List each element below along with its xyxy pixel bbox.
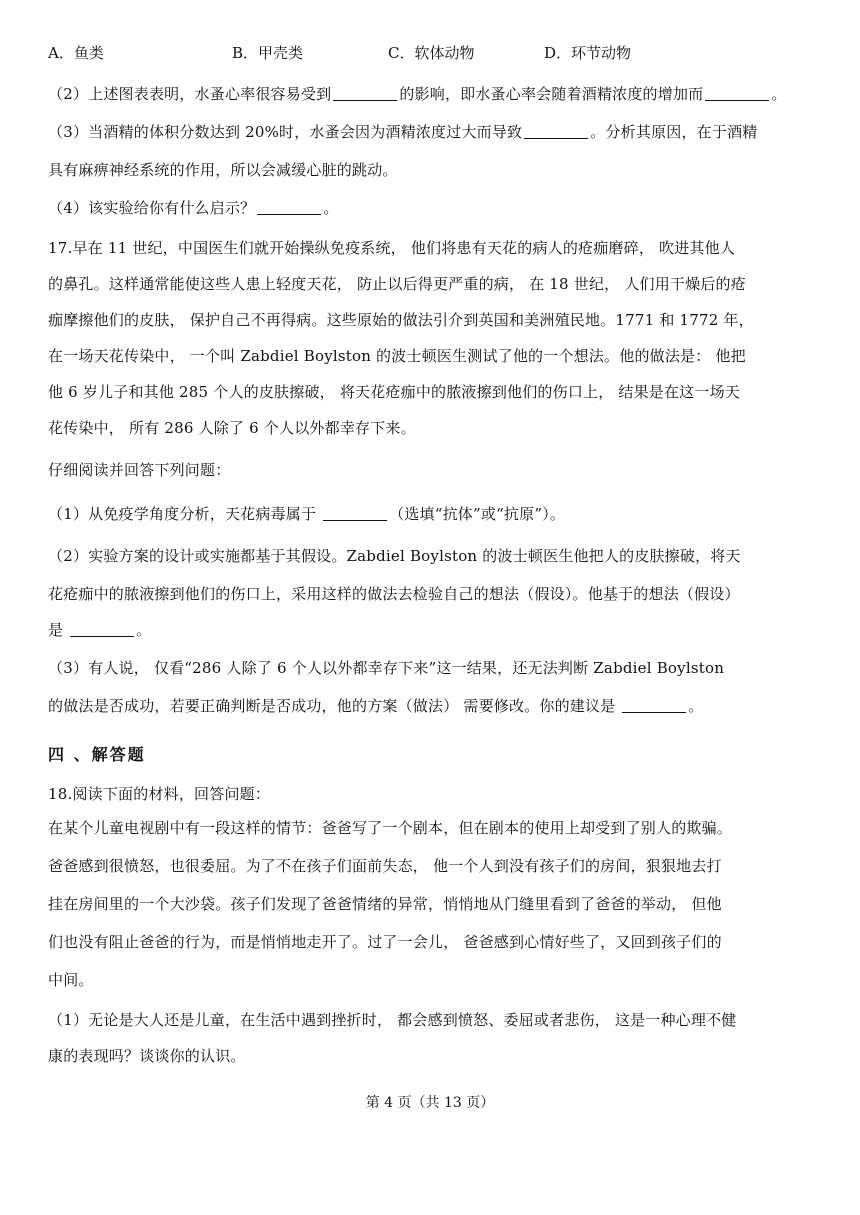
q17-line1: 17.早在 11 世纪，中国医生们就开始操纵免疫系统， 他们将患有天花的病人的疮痂磨碎， 吹进其他人 (48, 239, 736, 257)
q16-part2-text-c: 。 (771, 85, 787, 103)
q17-part2-text-a: 是 (48, 621, 64, 639)
q17-part3-line2 (48, 696, 704, 716)
answer-blank[interactable] (323, 505, 387, 521)
q17-part1 (48, 504, 565, 524)
q17-part2-line3 (48, 620, 151, 640)
answer-blank[interactable] (70, 621, 134, 637)
q17-part1-text-b: （选填“抗体”或“抗原”）。 (389, 505, 566, 523)
q17-part2-line1: （2）实验方案的设计或实施都基于其假设。Zabdiel Boylston 的波士顿医生他把人的皮肤擦破，将天 (48, 547, 741, 565)
q17-prompt: 仔细阅读并回答下列问题： (48, 461, 231, 479)
q18-line3: 爸爸感到很愤怒，也很委屈。为了不在孩子们面前失态， 他一个人到没有孩子们的房间，狠狠地去打 (48, 857, 722, 875)
section-heading: 四 、解答题 (48, 745, 146, 764)
q16-part2-text-b: 的影响，即水蚤心率会随着酒精浓度的增加而 (399, 85, 704, 103)
q16-part4-text-b: 。 (323, 199, 339, 217)
page-footer: 第 4 页（共 13 页） (365, 1095, 495, 1111)
q18-line5: 们也没有阻止爸爸的行为，而是悄悄地走开了。过了一会儿， 爸爸感到心情好些了，又回到孩子们的 (48, 933, 722, 951)
q17-line3: 痂摩擦他们的皮肤， 保护自己不再得病。这些原始的做法引介到英国和美洲殖民地。1771 和 1772 年， (48, 311, 754, 329)
q18-line2: 在某个儿童电视剧中有一段这样的情节：爸爸写了一个剧本，但在剧本的使用上却受到了别人的欺骗。 (48, 819, 733, 837)
q16-part2 (48, 84, 787, 104)
q18-line1: 18.阅读下面的材料，回答问题： (48, 785, 271, 803)
q16-part4 (48, 198, 339, 218)
q16-part2-text-a: （2）上述图表表明，水蚤心率很容易受到 (48, 85, 332, 103)
q16-part3-line2: 具有麻痹神经系统的作用，所以会减缓心脏的跳动。 (48, 161, 398, 179)
q17-line2: 的鼻孔。这样通常能使这些人患上轻度天花， 防止以后得更严重的病， 在 18 世纪， 人们用干燥后的疮 (48, 275, 746, 293)
q16-part3-line1 (48, 122, 757, 142)
q18-part1-line1: （1）无论是大人还是儿童，在生活中遇到挫折时， 都会感到愤怒、委屈或者悲伤， 这是一种心理不健 (48, 1011, 737, 1029)
answer-blank[interactable] (705, 85, 769, 101)
q16-part4-text-a: （4）该实验给你有什么启示？ (48, 199, 256, 217)
q18-line6: 中间。 (48, 971, 94, 989)
q17-part1-text-a: （1）从免疫学角度分析，天花病毒属于 (48, 505, 317, 523)
answer-options (48, 42, 808, 64)
q17-line5: 他 6 岁儿子和其他 285 个人的皮肤擦破， 将天花疮痂中的脓液擦到他们的伤口上， 结果是在这一场天 (48, 383, 740, 401)
q17-part3-line1: （3）有人说， 仅看“286 人除了 6 个人以外都幸存下来”这一结果，还无法判断 Zabdiel Boylston (48, 659, 725, 677)
option-b: B．甲壳类 (232, 44, 304, 62)
q18-part1-line2: 康的表现吗？谈谈你的认识。 (48, 1047, 246, 1065)
q16-part3-text-a: （3）当酒精的体积分数达到 20%时，水蚤会因为酒精浓度过大而导致 (48, 123, 523, 141)
answer-blank[interactable] (622, 697, 686, 713)
option-a: A．鱼类 (48, 44, 104, 62)
answer-blank[interactable] (333, 85, 397, 101)
q16-part3-text-b: 。分析其原因，在于酒精 (590, 123, 758, 141)
q17-part3-text-b: 。 (688, 697, 704, 715)
q17-part3-text-a: 的做法是否成功，若要正确判断是否成功，他的方案（做法） 需要修改。你的建议是 (48, 697, 616, 715)
answer-blank[interactable] (524, 123, 588, 139)
q18-line4: 挂在房间里的一个大沙袋。孩子们发现了爸爸情绪的异常，悄悄地从门缝里看到了爸爸的举动， 但他 (48, 895, 722, 913)
option-c: C．软体动物 (388, 44, 475, 62)
q17-line4: 在一场天花传染中， 一个叫 Zabdiel Boylston 的波士顿医生测试了他的一个想法。他的做法是： 他把 (48, 347, 746, 365)
answer-blank[interactable] (257, 199, 321, 215)
q17-line6: 花传染中， 所有 286 人除了 6 个人以外都幸存下来。 (48, 419, 416, 437)
option-d: D．环节动物 (544, 44, 632, 62)
q17-part2-text-b: 。 (136, 621, 152, 639)
q17-part2-line2: 花疮痂中的脓液擦到他们的伤口上，采用这样的做法去检验自己的想法（假设）。他基于的想法（假设） (48, 585, 740, 603)
